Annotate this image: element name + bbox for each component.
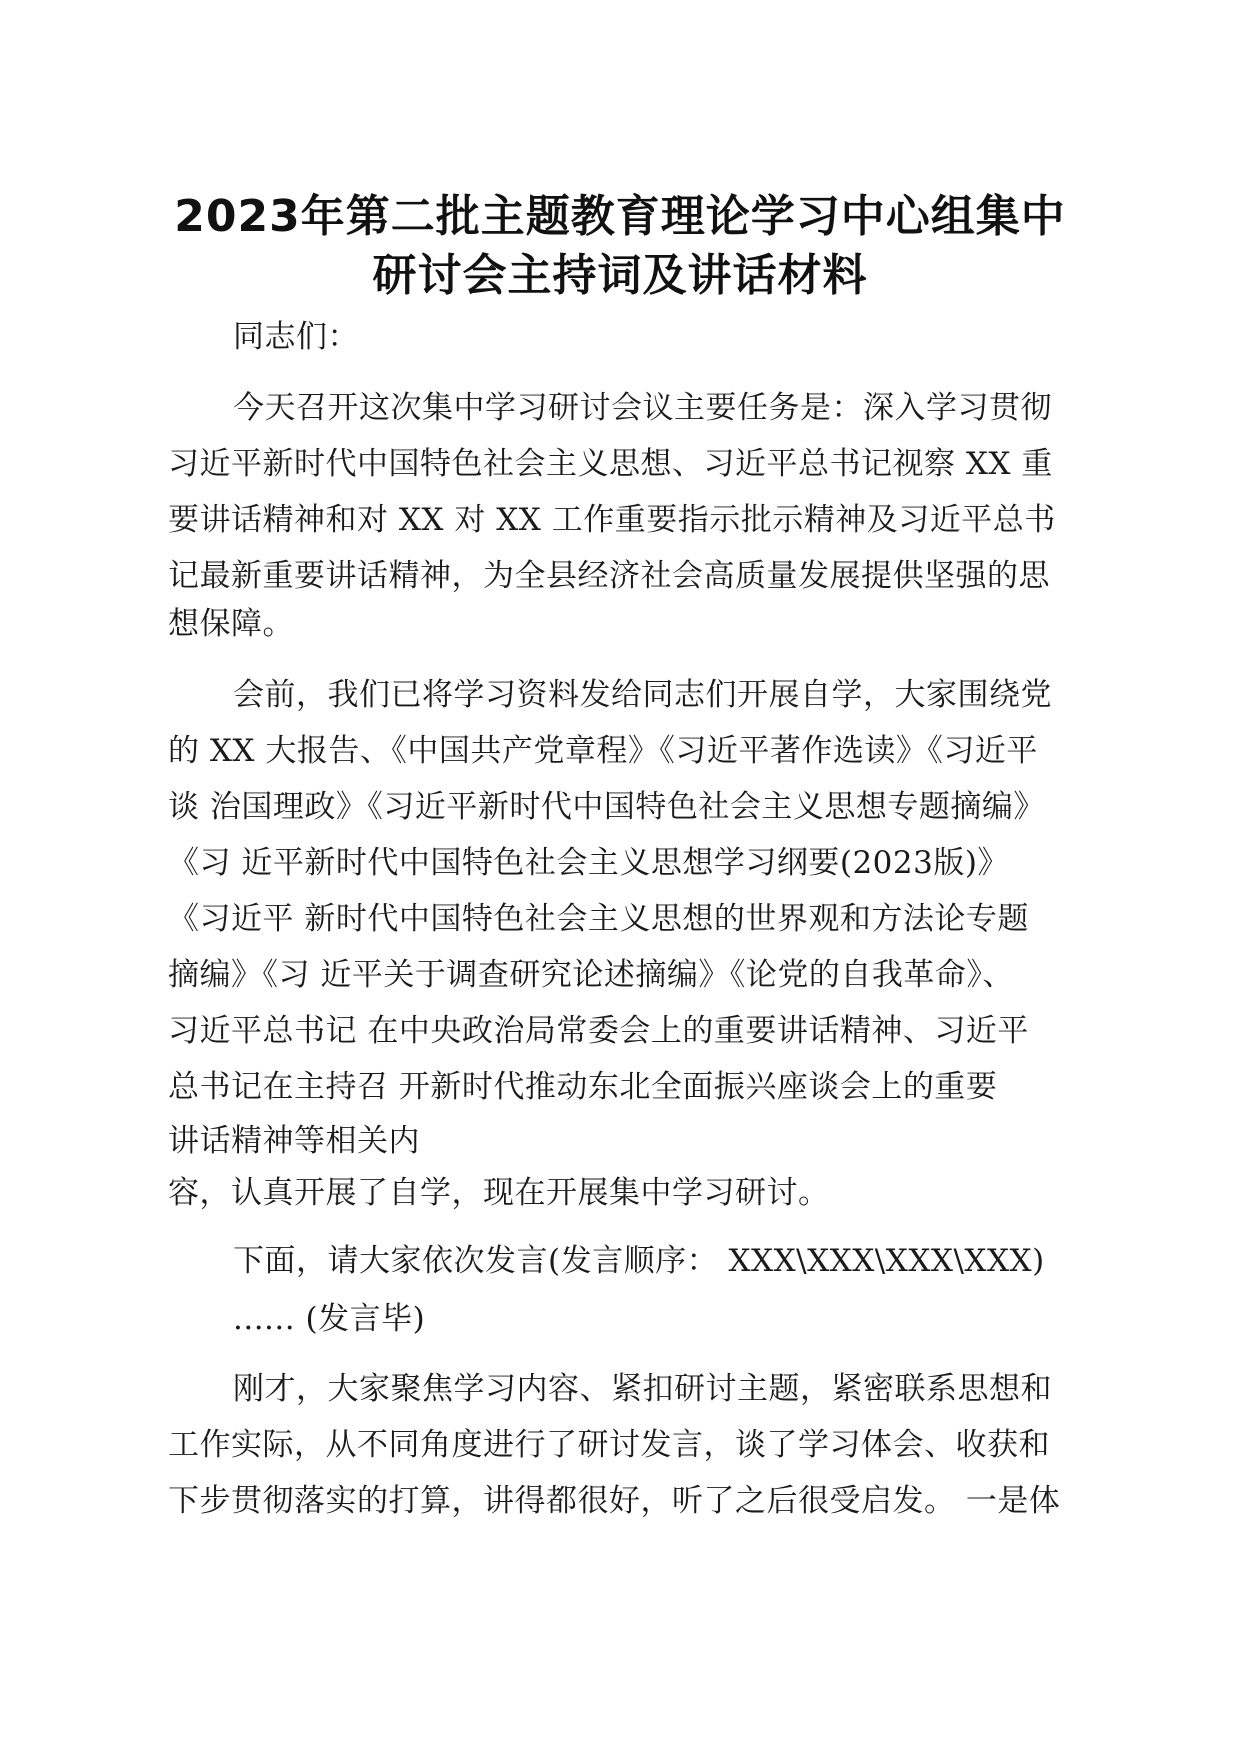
document-title-line-1: 2023年第二批主题教育理论学习中心组集中 <box>174 191 1066 242</box>
paragraph-3-line-2: 工作实际，从不同角度进行了研讨发言，谈了学习体会、收获和 <box>168 1427 1050 1463</box>
greeting: 同志们： <box>233 319 359 355</box>
paragraph-2-line-5: 《习近平 新时代中国特色社会主义思想的世界观和方法论专题 <box>168 901 1029 937</box>
document-title-line-2: 研讨会主持词及讲话材料 <box>372 250 868 301</box>
paragraph-1-line-5: 想保障。 <box>168 606 294 642</box>
paragraph-2-line-4: 《习 近平新时代中国特色社会主义思想学习纲要(2023版)》 <box>168 845 1009 881</box>
paragraph-2-line-3: 谈 治国理政》《习近平新时代中国特色社会主义思想专题摘编》 <box>168 789 1045 825</box>
paragraph-2-line-10: 容，认真开展了自学，现在开展集中学习研讨。 <box>168 1175 830 1211</box>
speeches-finished-line: ...... (发言毕) <box>233 1301 426 1337</box>
paragraph-1-line-3: 要讲话精神和对 XX 对 XX 工作重要指示批示精神及习近平总书 <box>168 502 1056 538</box>
paragraph-3-line-3: 下步贯彻落实的打算，讲得都很好，听了之后很受启发。 一是体 <box>168 1483 1061 1519</box>
paragraph-3-line-1: 刚才，大家聚焦学习内容、紧扣研讨主题，紧密联系思想和 <box>233 1371 1052 1407</box>
speaking-order-line: 下面，请大家依次发言(发言顺序： XXX\XXX\XXX\XXX) <box>233 1243 1045 1279</box>
paragraph-1-line-2: 习近平新时代中国特色社会主义思想、习近平总书记视察 XX 重 <box>168 446 1053 482</box>
paragraph-1-line-4: 记最新重要讲话精神，为全县经济社会高质量发展提供坚强的思 <box>168 558 1050 594</box>
paragraph-2-line-7: 习近平总书记 在中央政治局常委会上的重要讲话精神、习近平 <box>168 1013 1029 1049</box>
paragraph-2-line-8: 总书记在主持召 开新时代推动东北全面振兴座谈会上的重要 <box>168 1069 998 1105</box>
paragraph-2-line-1: 会前，我们已将学习资料发给同志们开展自学，大家围绕党 <box>233 677 1052 713</box>
paragraph-2-line-6: 摘编》《习 近平关于调查研究论述摘编》《论党的自我革命》、 <box>168 957 1014 993</box>
paragraph-1-line-1: 今天召开这次集中学习研讨会议主要任务是：深入学习贯彻 <box>233 390 1052 426</box>
paragraph-2-line-9: 讲话精神等相关内 <box>168 1123 420 1159</box>
paragraph-2-line-2: 的 XX 大报告、《中国共产党章程》《习近平著作选读》《习近平 <box>168 733 1038 769</box>
